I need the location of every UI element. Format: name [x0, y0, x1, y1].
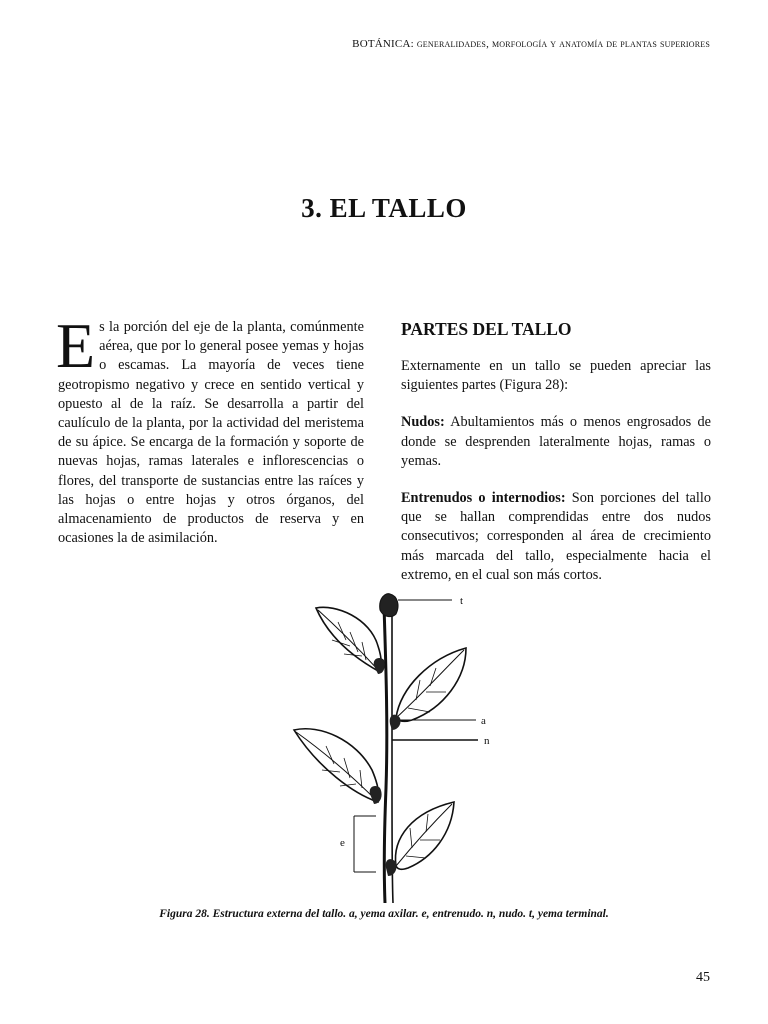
leaf-middle-left [294, 729, 382, 804]
leaf-upper-left [316, 607, 385, 674]
leaf-lower-right [386, 802, 454, 876]
label-t: t [460, 595, 464, 607]
chapter-title: 3. EL TALLO [301, 193, 467, 223]
internode-bracket [354, 816, 376, 872]
definition-nudos-text: Abultamientos más o menos engrosados de donde se desprenden lateralmente hojas, ramas o yemas. [401, 414, 711, 469]
parts-column [401, 318, 711, 603]
axillary-bud-lower [386, 859, 397, 876]
section-title: PARTES DEL TALLO [401, 319, 572, 339]
label-e: e [340, 837, 345, 849]
definition-entrenudos-text: Son porciones del tallo que se hallan comprendidas entre dos nudos consecutivos; corresponden al área de crecimiento más marcada del tallo, especialmente hacia el extremo, en el cual son más cortos. [401, 490, 711, 583]
definition-nudos [401, 413, 711, 471]
term-entrenudos: Entrenudos o internodios: [401, 490, 566, 507]
axillary-bud-upper [374, 658, 385, 674]
stem-illustration [280, 588, 510, 903]
label-n: n [484, 735, 490, 747]
main-stem [384, 606, 387, 903]
drop-cap: E [56, 310, 96, 381]
running-header [352, 38, 710, 50]
figure-caption: Figura 28. Estructura externa del tallo. a, yema axilar. e, entrenudo. n, nudo. t, yema terminal. [159, 908, 609, 920]
intro-paragraph: s la porción del eje de la planta, comúnmente aérea, que por lo general posee yemas y hojas o escamas. La mayoría de veces tiene geotropismo negativo y crece en sentido vertical y opuesto al de la raíz. Se desarrolla a partir del caulículo de la planta, por la actividad del meristema de su ápice. Se encarga de la formación y soporte de nuevas hojas, ramas laterales e inflorescencias o flores, del transporte de sustancias entre las raíces y las hojas o entre hojas y otros órganos, del almacenamiento de productos de reserva y en ocasiones la de asimilación. [58, 319, 364, 547]
stem-figure [280, 588, 510, 903]
axillary-bud-middle [370, 786, 382, 804]
leaf-right-upper [390, 648, 466, 730]
page-number: 45 [696, 970, 710, 985]
label-a: a [481, 715, 486, 727]
definition-entrenudos [401, 489, 711, 585]
section-intro: Externamente en un tallo se pueden apreciar las siguientes partes (Figura 28): [401, 358, 711, 394]
axillary-bud-a [390, 715, 401, 730]
header-lead: BOTÁNICA: [352, 38, 414, 50]
header-subtitle: generalidades, morfología y anatomía de plantas superiores [416, 38, 710, 50]
terminal-bud [380, 594, 398, 617]
term-nudos: Nudos: [401, 414, 445, 431]
intro-column [56, 310, 364, 548]
